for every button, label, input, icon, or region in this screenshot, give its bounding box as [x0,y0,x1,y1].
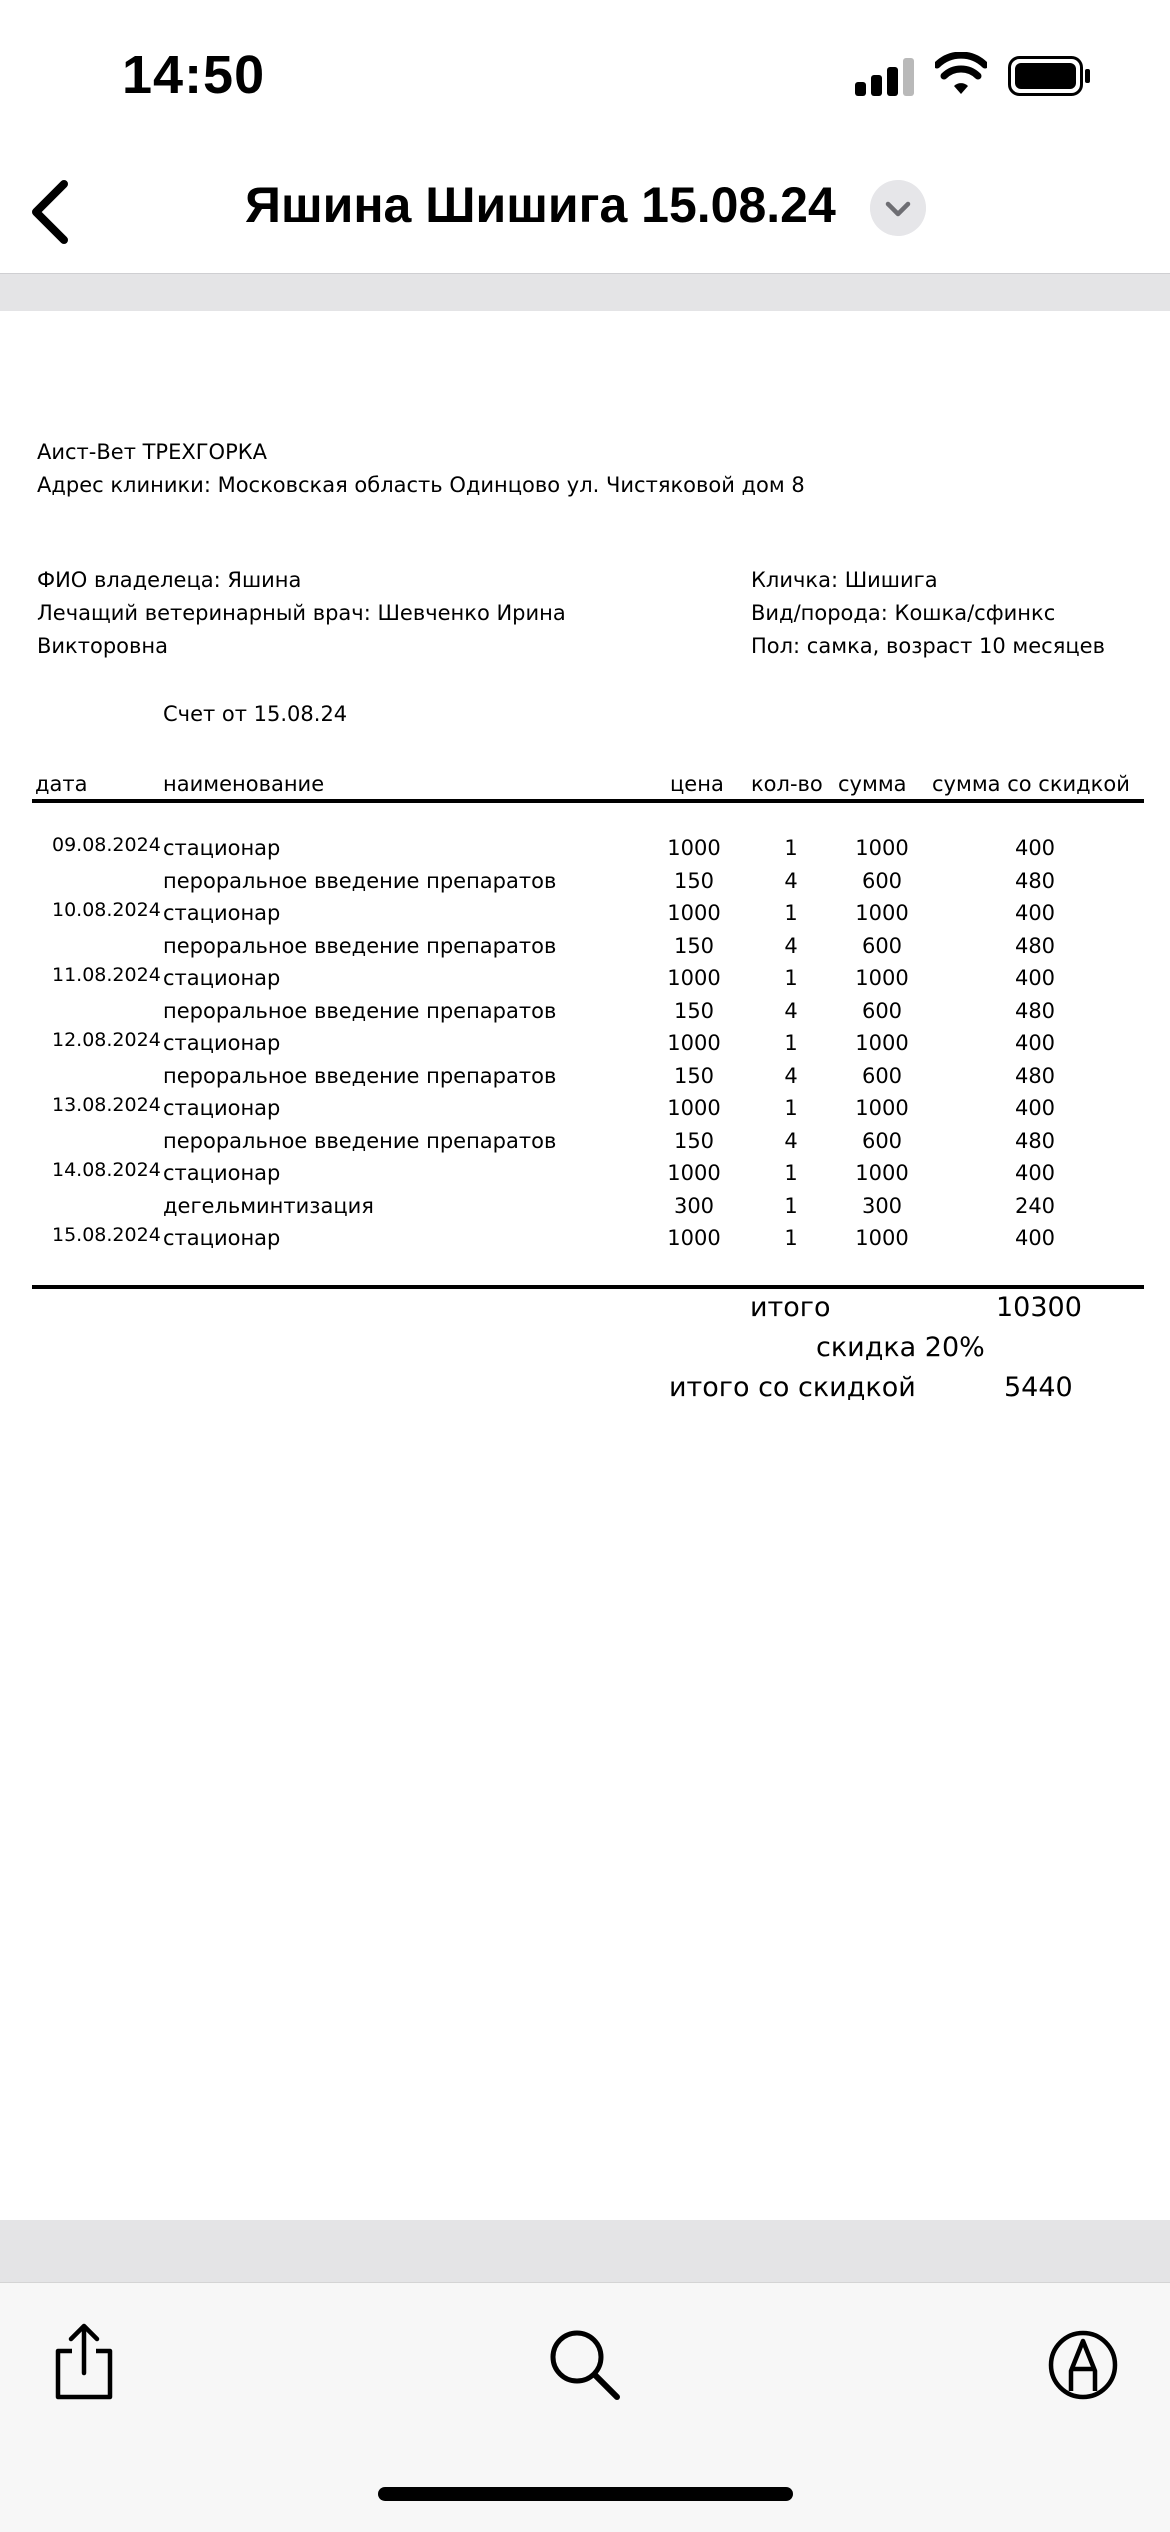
row-discount-sum: 480 [1014,868,1056,893]
total-with-discount-value: 5440 [1004,1372,1073,1403]
status-bar [0,0,1170,150]
row-qty: 1 [784,1031,798,1055]
column-header-discount-sum: сумма со скидкой [932,772,1130,796]
row-item-name: пероральное введение препаратов [163,998,557,1023]
row-qty: 1 [784,966,798,990]
row-discount-sum: 400 [1014,836,1056,860]
owner-name: ФИО владелеца: Яшина [37,568,302,592]
column-header-name: наименование [163,772,325,796]
total-with-discount-label: итого со скидкой [669,1372,916,1403]
home-indicator [378,2487,793,2501]
row-discount-sum: 400 [1014,1096,1056,1120]
row-qty: 4 [784,1128,798,1153]
row-item-name: стационар [163,836,281,860]
pet-breed: Вид/порода: Кошка/сфинкс [751,601,1056,625]
row-discount-sum: 400 [1014,1031,1056,1055]
row-item-name: пероральное введение препаратов [163,933,557,958]
row-date: 11.08.2024 [52,964,161,986]
row-qty: 1 [784,1226,798,1250]
row-qty: 4 [784,868,798,893]
search-icon[interactable] [545,2325,625,2405]
markup-icon[interactable] [1043,2325,1123,2405]
document-margin-bottom [0,2220,1170,2282]
wifi-icon [935,52,987,96]
row-discount-sum: 400 [1014,901,1056,925]
cellular-signal-icon [855,58,915,96]
pet-sex-age: Пол: самка, возраст 10 месяцев [751,634,1105,658]
row-qty: 1 [784,836,798,860]
row-sum: 1000 [855,901,909,925]
row-sum: 1000 [855,1031,909,1055]
row-price: 1000 [667,1226,721,1250]
row-sum: 600 [861,868,903,893]
clinic-name: Аист-Вет ТРЕХГОРКА [37,440,268,464]
row-discount-sum: 480 [1014,933,1056,958]
row-sum: 1000 [855,1096,909,1120]
row-price: 150 [673,868,715,893]
clinic-address: Адрес клиники: Московская область Одинцово ул. Чистяковой дом 8 [37,473,805,497]
row-qty: 1 [784,1096,798,1120]
document-title[interactable]: Яшина Шишига 15.08.24 [245,177,836,233]
row-date: 10.08.2024 [52,899,161,921]
document-margin-top [0,273,1170,311]
row-qty: 4 [784,933,798,958]
row-price: 1000 [667,1096,721,1120]
row-sum: 1000 [855,1161,909,1185]
row-item-name: дегельминтизация [163,1193,374,1218]
row-price: 1000 [667,836,721,860]
chevron-down-icon[interactable] [870,180,926,236]
row-sum: 300 [861,1193,903,1218]
row-sum: 1000 [855,966,909,990]
row-discount-sum: 480 [1014,998,1056,1023]
pet-name: Кличка: Шишига [751,568,938,592]
row-qty: 1 [784,1161,798,1185]
row-discount-sum: 400 [1014,1226,1056,1250]
row-price: 150 [673,1128,715,1153]
header-divider [32,799,1144,803]
row-item-name: стационар [163,1226,281,1250]
row-item-name: стационар [163,1096,281,1120]
row-price: 1000 [667,1031,721,1055]
row-discount-sum: 480 [1014,1063,1056,1088]
row-date: 14.08.2024 [52,1159,161,1181]
row-item-name: пероральное введение препаратов [163,1128,557,1153]
row-discount-sum: 480 [1014,1128,1056,1153]
total-label: итого [750,1292,831,1323]
battery-icon [1008,56,1092,96]
invoice-title: Счет от 15.08.24 [163,702,348,726]
status-time: 14:50 [122,45,266,105]
column-header-date: дата [35,772,88,796]
row-item-name: стационар [163,1031,281,1055]
discount-label: скидка 20% [816,1332,985,1363]
row-date: 09.08.2024 [52,834,161,856]
row-discount-sum: 400 [1014,1161,1056,1185]
row-sum: 600 [861,933,903,958]
row-qty: 1 [784,901,798,925]
navigation-bar [0,150,1170,273]
row-item-name: стационар [163,901,281,925]
column-header-sum: сумма [838,772,907,796]
row-qty: 4 [784,1063,798,1088]
total-value: 10300 [996,1292,1082,1323]
row-price: 150 [673,1063,715,1088]
back-chevron-icon[interactable] [20,172,90,252]
share-icon[interactable] [44,2321,124,2401]
row-sum: 1000 [855,1226,909,1250]
row-sum: 600 [861,998,903,1023]
row-qty: 1 [784,1193,798,1218]
row-qty: 4 [784,998,798,1023]
row-date: 13.08.2024 [52,1094,161,1116]
row-sum: 600 [861,1063,903,1088]
row-item-name: пероральное введение препаратов [163,1063,557,1088]
column-header-qty: кол-во [751,772,823,796]
row-date: 12.08.2024 [52,1029,161,1051]
row-discount-sum: 240 [1014,1193,1056,1218]
row-sum: 600 [861,1128,903,1153]
row-price: 1000 [667,1161,721,1185]
row-item-name: стационар [163,966,281,990]
row-item-name: стационар [163,1161,281,1185]
column-header-price: цена [670,772,724,796]
row-price: 150 [673,933,715,958]
row-price: 300 [673,1193,715,1218]
row-sum: 1000 [855,836,909,860]
doctor-line-1: Лечащий ветеринарный врач: Шевченко Ирина [37,601,566,625]
row-date: 15.08.2024 [52,1224,161,1246]
row-price: 1000 [667,901,721,925]
invoice-document [0,311,1170,2220]
row-item-name: пероральное введение препаратов [163,868,557,893]
totals-divider [32,1285,1144,1289]
row-discount-sum: 400 [1014,966,1056,990]
row-price: 1000 [667,966,721,990]
row-price: 150 [673,998,715,1023]
doctor-line-2: Викторовна [37,634,168,658]
